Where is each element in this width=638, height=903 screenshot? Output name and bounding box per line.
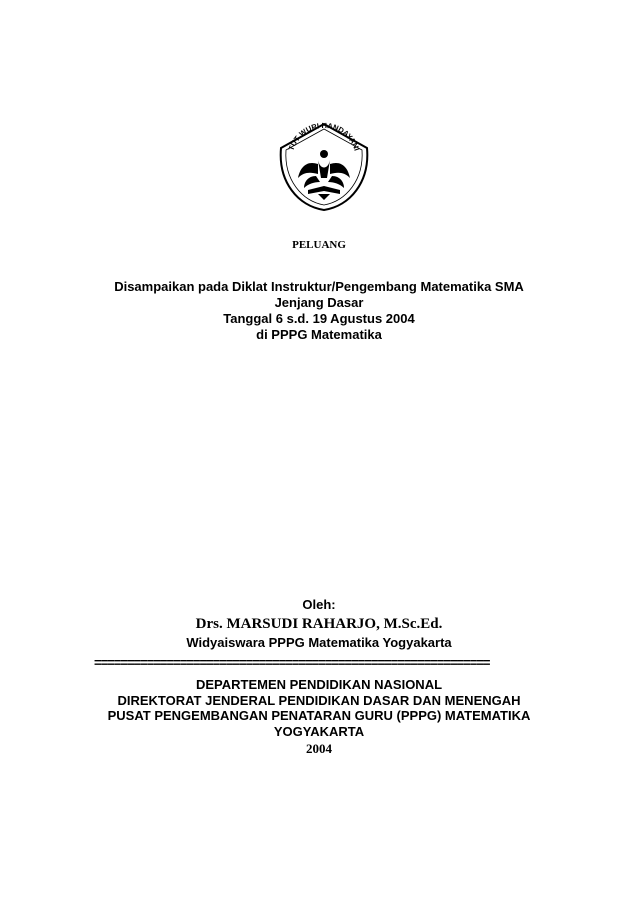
intro-line: Jenjang Dasar <box>274 295 364 310</box>
institution-block <box>0 677 638 757</box>
author-position: Widyaiswara PPPG Matematika Yogyakarta <box>186 635 452 650</box>
presentation-info <box>0 279 638 343</box>
institution-line: PUSAT PENGEMBANGAN PENATARAN GURU (PPPG) MATEMATIKA <box>107 708 531 723</box>
publication-year: 2004 <box>306 741 332 756</box>
separator-line: ============================================================ <box>94 655 490 670</box>
author-block <box>0 597 638 651</box>
tut-wuri-handayani-emblem-icon <box>274 120 374 212</box>
emblem-motto: TUT WURI HANDAYANI <box>286 120 362 152</box>
institution-line: DEPARTEMEN PENDIDIKAN NASIONAL <box>195 677 443 692</box>
by-label: Oleh: <box>302 597 336 612</box>
author-name: Drs. MARSUDI RAHARJO, M.Sc.Ed. <box>195 616 443 632</box>
intro-line: Disampaikan pada Diklat Instruktur/Pengembang Matematika SMA <box>114 279 524 294</box>
intro-line: Tanggal 6 s.d. 19 Agustus 2004 <box>223 311 415 326</box>
institution-city: YOGYAKARTA <box>273 723 365 739</box>
institution-line: DIREKTORAT JENDERAL PENDIDIKAN DASAR DAN MENENGAH <box>117 692 521 708</box>
intro-line: di PPPG Matematika <box>256 327 382 342</box>
document-title: PELUANG <box>292 239 346 251</box>
